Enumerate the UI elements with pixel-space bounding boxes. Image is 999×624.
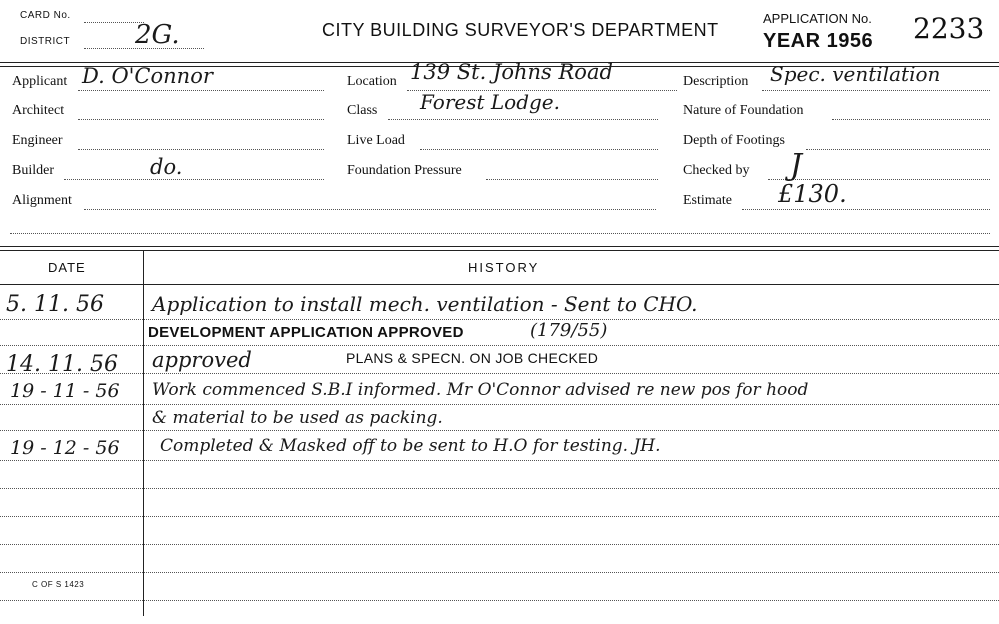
live-load-line xyxy=(420,149,658,150)
form-code: C OF S 1423 xyxy=(32,580,85,589)
class-line xyxy=(388,119,658,120)
engineer-line xyxy=(78,149,324,150)
row-line xyxy=(0,373,999,374)
table-rule-bottom xyxy=(0,250,999,251)
applicant-value: D. O'Connor xyxy=(82,64,213,88)
history-header: HISTORY xyxy=(468,260,540,275)
history-date: 19 - 11 - 56 xyxy=(10,380,120,402)
foundation-pressure-line xyxy=(486,179,658,180)
location-label: Location xyxy=(347,74,397,89)
alignment-label: Alignment xyxy=(12,193,72,208)
history-text: Work commenced S.B.I informed. Mr O'Connor advised re new pos for hood xyxy=(152,380,809,400)
row-line xyxy=(0,319,999,320)
alignment-line xyxy=(84,209,656,210)
history-date: 19 - 12 - 56 xyxy=(10,437,120,459)
history-text: Completed & Masked off to be sent to H.O for testing. JH. xyxy=(160,436,661,456)
year-label: YEAR 1956 xyxy=(763,30,874,52)
history-text: & material to be used as packing. xyxy=(152,408,443,428)
nature-of-foundation-label: Nature of Foundation xyxy=(683,103,804,118)
depth-of-footings-label: Depth of Footings xyxy=(683,133,785,148)
row-line xyxy=(0,430,999,431)
class-label: Class xyxy=(347,103,378,118)
date-header: DATE xyxy=(48,260,86,275)
location-value: 139 St. Johns Road xyxy=(410,60,613,84)
builder-value: do. xyxy=(150,155,183,179)
applicant-line xyxy=(78,90,324,91)
district-label: DISTRICT xyxy=(20,36,71,47)
row-line xyxy=(0,460,999,461)
plans-checked-stamp: PLANS & SPECN. ON JOB CHECKED xyxy=(346,350,599,366)
approval-note: (179/55) xyxy=(530,320,608,341)
estimate-line xyxy=(742,209,990,210)
checked-by-label: Checked by xyxy=(683,163,750,178)
row-line xyxy=(0,345,999,346)
estimate-value: £130. xyxy=(778,180,847,208)
row-line xyxy=(0,488,999,489)
description-label: Description xyxy=(683,74,749,89)
architect-label: Architect xyxy=(12,103,65,118)
application-no-label: APPLICATION No. xyxy=(763,11,872,26)
depth-of-footings-line xyxy=(806,149,990,150)
architect-line xyxy=(78,119,324,120)
builder-label: Builder xyxy=(12,163,54,178)
history-text: approved xyxy=(152,348,252,372)
history-text: Application to install mech. ventilation - Sent to CHO. xyxy=(152,292,698,316)
approval-stamp: DEVELOPMENT APPLICATION APPROVED xyxy=(148,324,464,341)
checked-by-value: J xyxy=(790,148,803,183)
class-value: Forest Lodge. xyxy=(420,90,560,114)
description-line xyxy=(762,90,990,91)
engineer-label: Engineer xyxy=(12,133,63,148)
district-value: 2G. xyxy=(135,20,180,50)
estimate-label: Estimate xyxy=(683,193,732,208)
nature-of-foundation-line xyxy=(832,119,990,120)
row-line xyxy=(0,516,999,517)
department-title: CITY BUILDING SURVEYOR'S DEPARTMENT xyxy=(322,20,719,40)
history-date: 14. 11. 56 xyxy=(6,352,118,377)
row-line xyxy=(0,544,999,545)
history-date: 5. 11. 56 xyxy=(6,292,104,317)
header-underline xyxy=(0,284,999,285)
description-value: Spec. ventilation xyxy=(770,62,941,86)
builder-line xyxy=(64,179,324,180)
live-load-label: Live Load xyxy=(347,133,405,148)
table-rule-top xyxy=(0,246,999,247)
row-line xyxy=(0,572,999,573)
card-no-label: CARD No. xyxy=(20,10,71,21)
row-line xyxy=(0,600,999,601)
row-line xyxy=(0,404,999,405)
application-no-value: 2233 xyxy=(913,12,985,45)
foundation-pressure-label: Foundation Pressure xyxy=(347,163,462,178)
blank-line xyxy=(10,233,990,234)
applicant-label: Applicant xyxy=(12,74,68,89)
date-column-divider xyxy=(143,251,144,616)
